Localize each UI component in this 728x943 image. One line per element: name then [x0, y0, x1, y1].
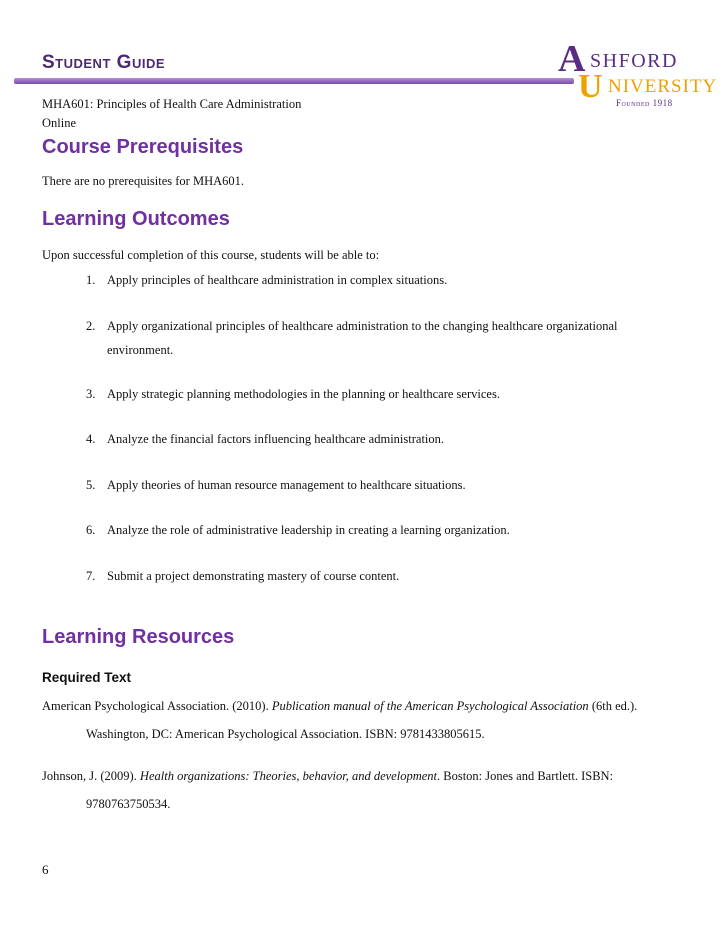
reference-details: . Boston: Jones and Bartlett. ISBN:: [437, 769, 614, 783]
outcome-text-continued: environment.: [107, 343, 174, 357]
page-number: 6: [42, 862, 49, 877]
outcome-number: 1.: [86, 273, 96, 287]
prerequisites-heading: Course Prerequisites: [42, 136, 244, 158]
header-rule: [14, 78, 574, 84]
course-format: Online: [42, 116, 77, 130]
reference-title: Publication manual of the American Psychological Association: [271, 699, 589, 713]
reference-continuation: 9780763750534.: [86, 797, 171, 811]
reference-details: (6th ed.).: [588, 699, 638, 713]
course-title: MHA601: Principles of Health Care Administration: [42, 97, 302, 111]
reference-title: Health organizations: Theories, behavior, and development: [139, 769, 437, 783]
logo-initial-a: A: [558, 38, 586, 80]
outcomes-intro: Upon successful completion of this course, students will be able to:: [42, 248, 380, 262]
outcome-number: 5.: [86, 478, 96, 492]
required-text-subheading: Required Text: [42, 670, 132, 685]
resources-heading: Learning Resources: [42, 626, 235, 648]
ashford-university-logo: [556, 38, 718, 110]
outcome-text: Analyze the role of administrative leadership in creating a learning organization.: [107, 523, 510, 537]
outcome-text: Apply organizational principles of healthcare administration to the changing healthcare organizational: [107, 319, 618, 333]
logo-initial-u: U: [578, 68, 603, 105]
logo-text-shford: SHFORD: [590, 50, 678, 72]
outcome-text: Analyze the financial factors influencing healthcare administration.: [107, 432, 445, 446]
reference-entry: [42, 692, 692, 748]
reference-entry: [42, 762, 692, 818]
outcome-number: 7.: [86, 569, 96, 583]
logo-founded: Founded 1918: [616, 98, 673, 108]
outcome-number: 3.: [86, 387, 96, 401]
outcome-number: 2.: [86, 319, 96, 333]
outcome-text: Apply strategic planning methodologies in the planning or healthcare services.: [107, 387, 500, 401]
outcome-number: 4.: [86, 432, 96, 446]
reference-continuation: Washington, DC: American Psychological Association. ISBN: 9781433805615.: [86, 727, 485, 741]
student-guide-title: Student Guide: [42, 52, 166, 73]
outcomes-heading: Learning Outcomes: [42, 208, 230, 230]
outcome-number: 6.: [86, 523, 96, 537]
reference-authors: American Psychological Association. (2010).: [42, 699, 272, 713]
prerequisites-text: There are no prerequisites for MHA601.: [42, 174, 245, 188]
outcome-text: Submit a project demonstrating mastery of course content.: [107, 569, 400, 583]
reference-authors: Johnson, J. (2009).: [42, 769, 140, 783]
outcome-text: Apply principles of healthcare administration in complex situations.: [107, 273, 448, 287]
logo-text-niversity: NIVERSITY: [608, 76, 718, 97]
outcome-text: Apply theories of human resource management to healthcare situations.: [107, 478, 466, 492]
